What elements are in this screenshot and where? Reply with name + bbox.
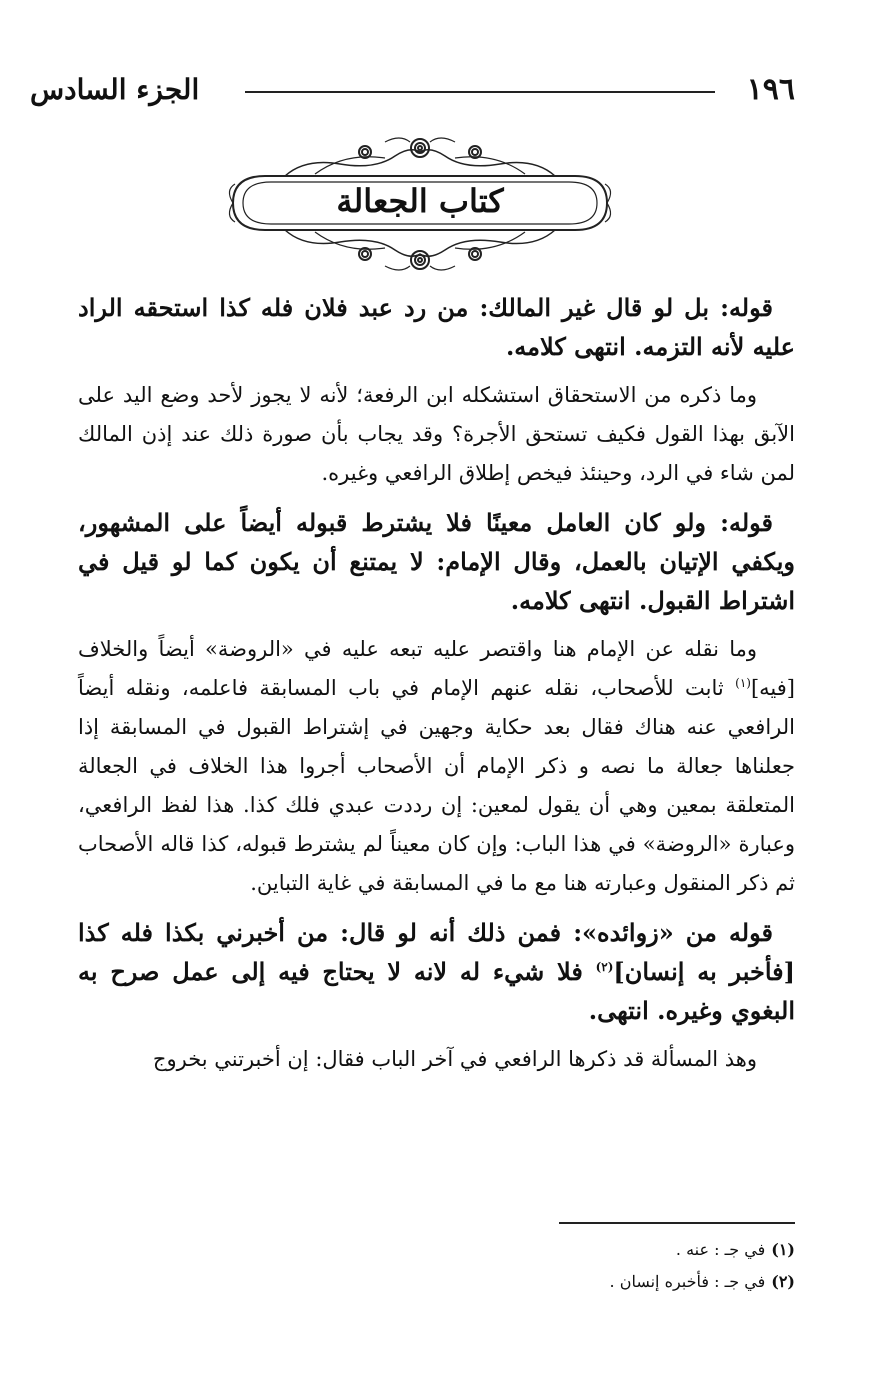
footnote [395,1234,795,1266]
footnote-text: في جـ : عنه . [675,1240,766,1259]
quote-paragraph: قوله: بل لو قال غير المالك: من رد عبد فلان فله كذا استحقه الراد عليه لأنه التزمه. انتهى كلامه. [78,293,795,361]
chapter-title: كتاب الجعالة [336,182,504,220]
paragraph-text: ثابت للأصحاب، نقله عنهم الإمام في باب المسابقة فاعلمه، ونقله أيضاً الرافعي عنه هناك فقال بعد حكاية وجهين في إشتراط القبول في المسابقة إذا جعلناها جعالة ما نصه و ذكر الإمام أن الأصحاب أجروا هذا الخلاف في الجعالة المتعلقة بمعين وهي أن يقول لمعين: إن رددت عبدي فلك كذا. هذا لفظ الرافعي، وعبارة «الروضة» في هذا الباب: وإن كان معيناً لم يشترط قبوله، كذا قاله الأصحاب ثم ذكر المنقول وعبارته هنا مع ما في المسابقة في غاية التباين. [78,676,795,895]
paragraph-text: فلا شيء له لانه لا يحتاج فيه إلى عمل صرح به البغوي وغيره. انتهى. [78,957,795,1025]
commentary-paragraph [78,630,795,903]
page-number: ١٩٦ [746,72,795,107]
running-header [30,70,795,110]
footnote-reference: (١) [735,676,751,690]
footnote-reference: (٢) [595,960,614,974]
chapter-title-frame [225,128,615,278]
header-rule [245,91,715,93]
footnote-number: (١) [771,1240,795,1259]
quote-paragraph: قوله: ولو كان العامل معينًا فلا يشترط قبوله أيضاً على المشهور، ويكفي الإتيان بالعمل، وقال الإمام: لا يمتنع أن يكون كما لو قيل في اشتراط القبول. انتهى كلامه. [78,508,795,615]
footnote-number: (٢) [771,1272,795,1291]
paragraph-text: وما نقله عن الإمام هنا واقتصر عليه تبعه عليه في «الروضة» أيضاً والخلاف [فيه] [78,637,795,700]
footnote-text: في جـ : فأخبره إنسان . [609,1272,766,1291]
quote-paragraph [78,913,795,1030]
footnote-rule [559,1222,795,1224]
commentary-paragraph: وهذ المسألة قد ذكرها الرافعي في آخر الباب فقال: إن أخبرتني بخروج [152,1047,757,1071]
commentary-paragraph: وما ذكره من الاستحقاق استشكله ابن الرفعة؛ لأنه لا يجوز لأحد وضع اليد على الآبق بهذا القول فكيف تستحق الأجرة؟ وقد يجاب بأن صورة ذلك عند إذن المالك لمن شاء في الرد، وحينئذ فيخص إطلاق الرافعي وغيره. [78,383,795,485]
page-body [78,288,795,1089]
running-title: الجزء السادس [30,73,200,106]
footnotes [395,1234,795,1298]
paragraph-text: قوله من «زوائده»: فمن ذلك أنه لو قال: من أخبرني بكذا فله كذا [فأخبر به إنسان] [78,918,795,986]
footnote [395,1266,795,1298]
